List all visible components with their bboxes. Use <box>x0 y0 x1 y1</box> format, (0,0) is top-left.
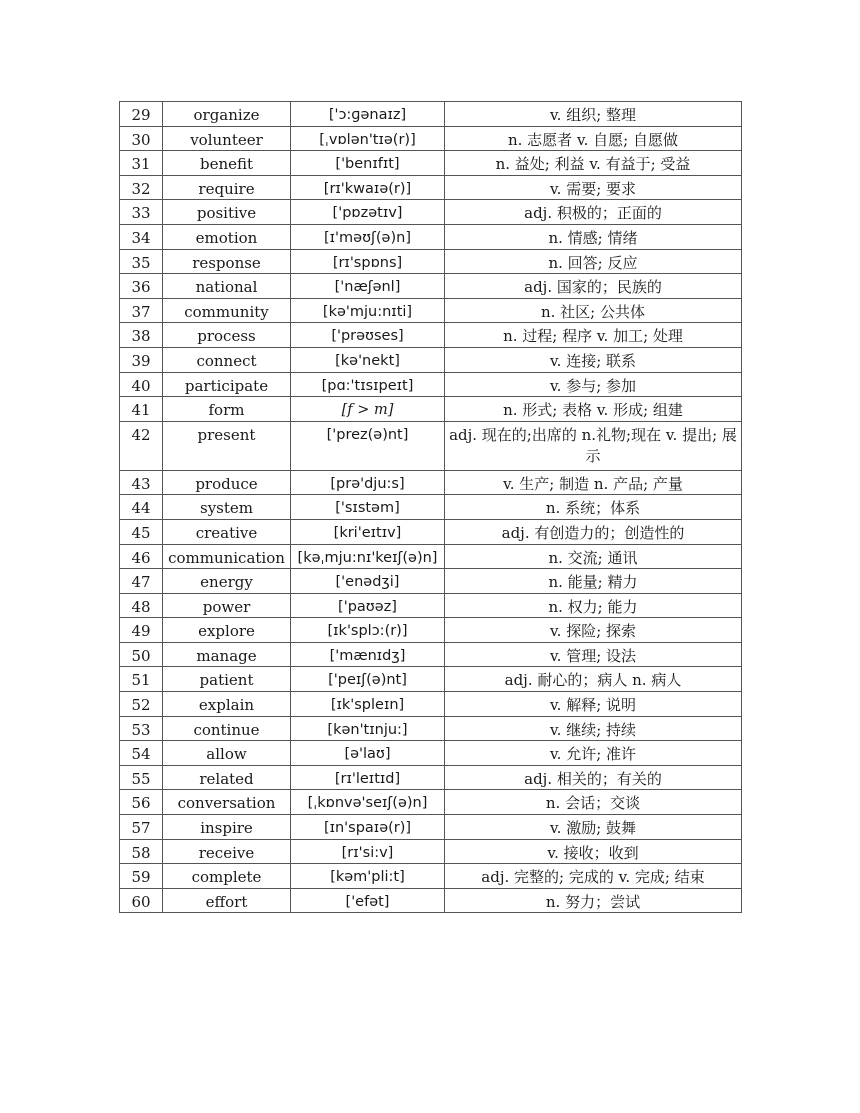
meaning-cell: adj. 有创造力的；创造性的 <box>445 519 742 544</box>
table-row <box>120 618 742 643</box>
meaning-cell: n. 社区; 公共体 <box>445 298 742 323</box>
word-cell: explain <box>163 692 291 717</box>
meaning-cell: adj. 耐心的；病人 n. 病人 <box>445 667 742 692</box>
vocabulary-table-body <box>120 102 742 913</box>
phonetic-cell: [ˌkɒnvə'seɪʃ(ə)n] <box>291 790 445 815</box>
phonetic-cell: [rɪ'si:v] <box>291 839 445 864</box>
word-cell: explore <box>163 618 291 643</box>
row-number-cell: 36 <box>120 274 163 299</box>
word-cell: complete <box>163 864 291 889</box>
table-row <box>120 200 742 225</box>
row-number-cell: 59 <box>120 864 163 889</box>
phonetic-cell: [kə'mju:nɪti] <box>291 298 445 323</box>
phonetic-cell: [ə'laʊ] <box>291 741 445 766</box>
table-row <box>120 888 742 913</box>
row-number-cell: 39 <box>120 347 163 372</box>
phonetic-cell: [kə'nekt] <box>291 347 445 372</box>
phonetic-cell: [ɪk'splɔ:(r)] <box>291 618 445 643</box>
meaning-cell: v. 参与; 参加 <box>445 372 742 397</box>
row-number-cell: 54 <box>120 741 163 766</box>
row-number-cell: 55 <box>120 765 163 790</box>
row-number-cell: 30 <box>120 126 163 151</box>
table-row <box>120 569 742 594</box>
table-row <box>120 790 742 815</box>
meaning-cell: n. 努力；尝试 <box>445 888 742 913</box>
phonetic-cell: [pɑ:'tɪsɪpeɪt] <box>291 372 445 397</box>
table-row <box>120 692 742 717</box>
meaning-cell: n. 能量; 精力 <box>445 569 742 594</box>
phonetic-cell: ['enədʒi] <box>291 569 445 594</box>
word-cell: require <box>163 175 291 200</box>
phonetic-cell: [ɪn'spaɪə(r)] <box>291 815 445 840</box>
table-row <box>120 495 742 520</box>
table-row <box>120 593 742 618</box>
meaning-cell: adj. 完整的; 完成的 v. 完成; 结束 <box>445 864 742 889</box>
phonetic-cell: [rɪ'spɒns] <box>291 249 445 274</box>
row-number-cell: 47 <box>120 569 163 594</box>
phonetic-cell: ['ɔ:ɡənaɪz] <box>291 102 445 127</box>
phonetic-cell: [f > m] <box>291 397 445 422</box>
meaning-cell: n. 志愿者 v. 自愿; 自愿做 <box>445 126 742 151</box>
table-row <box>120 765 742 790</box>
word-cell: connect <box>163 347 291 372</box>
table-row <box>120 323 742 348</box>
table-row <box>120 864 742 889</box>
phonetic-cell: ['peɪʃ(ə)nt] <box>291 667 445 692</box>
table-row <box>120 126 742 151</box>
phonetic-cell: ['prez(ə)nt] <box>291 421 445 470</box>
word-cell: present <box>163 421 291 470</box>
table-row <box>120 224 742 249</box>
meaning-cell: n. 交流; 通讯 <box>445 544 742 569</box>
row-number-cell: 45 <box>120 519 163 544</box>
table-row <box>120 175 742 200</box>
phonetic-cell: ['prəʊses] <box>291 323 445 348</box>
row-number-cell: 41 <box>120 397 163 422</box>
row-number-cell: 33 <box>120 200 163 225</box>
phonetic-cell: ['benɪfɪt] <box>291 151 445 176</box>
table-row <box>120 544 742 569</box>
table-row <box>120 815 742 840</box>
word-cell: system <box>163 495 291 520</box>
word-cell: volunteer <box>163 126 291 151</box>
table-row <box>120 298 742 323</box>
row-number-cell: 29 <box>120 102 163 127</box>
word-cell: benefit <box>163 151 291 176</box>
phonetic-cell: [kri'eɪtɪv] <box>291 519 445 544</box>
word-cell: allow <box>163 741 291 766</box>
meaning-cell: n. 益处; 利益 v. 有益于; 受益 <box>445 151 742 176</box>
phonetic-cell: [kəm'pli:t] <box>291 864 445 889</box>
word-cell: emotion <box>163 224 291 249</box>
table-row <box>120 274 742 299</box>
row-number-cell: 35 <box>120 249 163 274</box>
meaning-cell: v. 继续; 持续 <box>445 716 742 741</box>
vocabulary-table <box>119 101 742 913</box>
meaning-cell: v. 连接; 联系 <box>445 347 742 372</box>
row-number-cell: 37 <box>120 298 163 323</box>
table-row <box>120 347 742 372</box>
meaning-cell: adj. 积极的；正面的 <box>445 200 742 225</box>
row-number-cell: 43 <box>120 470 163 495</box>
meaning-cell: v. 组织; 整理 <box>445 102 742 127</box>
meaning-cell: adj. 现在的;出席的 n.礼物;现在 v. 提出; 展示 <box>445 421 742 470</box>
row-number-cell: 56 <box>120 790 163 815</box>
phonetic-cell: [kəˌmju:nɪ'keɪʃ(ə)n] <box>291 544 445 569</box>
word-cell: effort <box>163 888 291 913</box>
meaning-cell: n. 情感; 情绪 <box>445 224 742 249</box>
word-cell: positive <box>163 200 291 225</box>
word-cell: conversation <box>163 790 291 815</box>
word-cell: produce <box>163 470 291 495</box>
row-number-cell: 32 <box>120 175 163 200</box>
table-row <box>120 642 742 667</box>
phonetic-cell: ['næʃənl] <box>291 274 445 299</box>
row-number-cell: 51 <box>120 667 163 692</box>
table-row <box>120 741 742 766</box>
word-cell: national <box>163 274 291 299</box>
word-cell: participate <box>163 372 291 397</box>
word-cell: energy <box>163 569 291 594</box>
word-cell: organize <box>163 102 291 127</box>
word-cell: response <box>163 249 291 274</box>
meaning-cell: n. 会话；交谈 <box>445 790 742 815</box>
phonetic-cell: ['mænɪdʒ] <box>291 642 445 667</box>
row-number-cell: 53 <box>120 716 163 741</box>
row-number-cell: 50 <box>120 642 163 667</box>
table-row <box>120 667 742 692</box>
row-number-cell: 34 <box>120 224 163 249</box>
meaning-cell: n. 系统；体系 <box>445 495 742 520</box>
table-row <box>120 839 742 864</box>
meaning-cell: v. 接收；收到 <box>445 839 742 864</box>
phonetic-cell: [ɪk'spleɪn] <box>291 692 445 717</box>
row-number-cell: 48 <box>120 593 163 618</box>
word-cell: power <box>163 593 291 618</box>
phonetic-cell: [ɪ'məʊʃ(ə)n] <box>291 224 445 249</box>
row-number-cell: 38 <box>120 323 163 348</box>
table-row <box>120 372 742 397</box>
word-cell: manage <box>163 642 291 667</box>
row-number-cell: 52 <box>120 692 163 717</box>
phonetic-cell: [prə'dju:s] <box>291 470 445 495</box>
phonetic-cell: [kən'tɪnju:] <box>291 716 445 741</box>
row-number-cell: 42 <box>120 421 163 470</box>
row-number-cell: 49 <box>120 618 163 643</box>
phonetic-cell: ['sɪstəm] <box>291 495 445 520</box>
word-cell: community <box>163 298 291 323</box>
word-cell: communication <box>163 544 291 569</box>
meaning-cell: adj. 相关的；有关的 <box>445 765 742 790</box>
phonetic-cell: ['efət] <box>291 888 445 913</box>
word-cell: form <box>163 397 291 422</box>
meaning-cell: v. 管理; 设法 <box>445 642 742 667</box>
table-row <box>120 397 742 422</box>
row-number-cell: 58 <box>120 839 163 864</box>
word-cell: continue <box>163 716 291 741</box>
meaning-cell: v. 探险; 探索 <box>445 618 742 643</box>
meaning-cell: v. 激励; 鼓舞 <box>445 815 742 840</box>
table-row <box>120 102 742 127</box>
meaning-cell: v. 需要; 要求 <box>445 175 742 200</box>
table-row <box>120 716 742 741</box>
word-cell: related <box>163 765 291 790</box>
phonetic-cell: [rɪ'kwaɪə(r)] <box>291 175 445 200</box>
row-number-cell: 57 <box>120 815 163 840</box>
row-number-cell: 60 <box>120 888 163 913</box>
table-row <box>120 470 742 495</box>
meaning-cell: v. 生产; 制造 n. 产品; 产量 <box>445 470 742 495</box>
phonetic-cell: [ˌvɒlən'tɪə(r)] <box>291 126 445 151</box>
row-number-cell: 46 <box>120 544 163 569</box>
phonetic-cell: ['paʊəz] <box>291 593 445 618</box>
word-cell: receive <box>163 839 291 864</box>
word-cell: process <box>163 323 291 348</box>
word-cell: patient <box>163 667 291 692</box>
meaning-cell: n. 回答; 反应 <box>445 249 742 274</box>
phonetic-cell: [rɪ'leɪtɪd] <box>291 765 445 790</box>
word-cell: inspire <box>163 815 291 840</box>
meaning-cell: n. 权力; 能力 <box>445 593 742 618</box>
meaning-cell: adj. 国家的；民族的 <box>445 274 742 299</box>
row-number-cell: 40 <box>120 372 163 397</box>
row-number-cell: 31 <box>120 151 163 176</box>
phonetic-cell: ['pɒzətɪv] <box>291 200 445 225</box>
meaning-cell: v. 允许; 准许 <box>445 741 742 766</box>
meaning-cell: v. 解释; 说明 <box>445 692 742 717</box>
word-cell: creative <box>163 519 291 544</box>
table-row <box>120 151 742 176</box>
meaning-cell: n. 形式; 表格 v. 形成; 组建 <box>445 397 742 422</box>
table-row <box>120 249 742 274</box>
meaning-cell: n. 过程; 程序 v. 加工; 处理 <box>445 323 742 348</box>
row-number-cell: 44 <box>120 495 163 520</box>
table-row <box>120 421 742 470</box>
table-row <box>120 519 742 544</box>
